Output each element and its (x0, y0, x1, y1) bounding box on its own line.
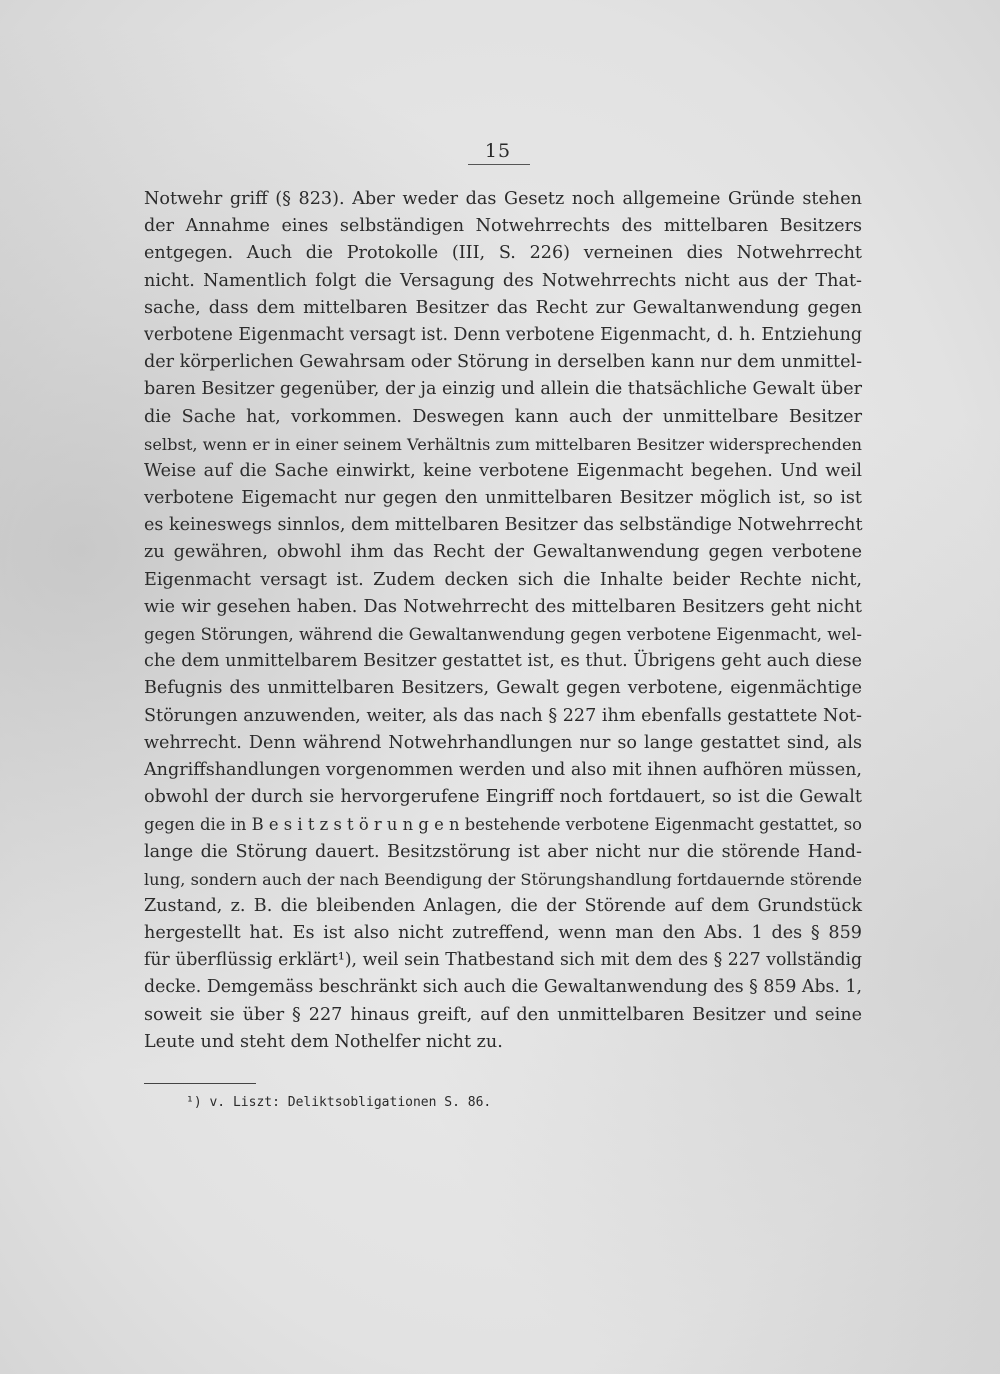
text-line: der körperlichen Gewahrsam oder Störung in derselben kann nur dem unmittel- (144, 352, 863, 373)
text-line: verbotene Eigemacht nur gegen den unmittelbaren Besitzer möglich ist, so ist (144, 488, 862, 509)
text-line: Eigenmacht versagt ist. Zudem decken sich die Inhalte beider Rechte nicht, (144, 569, 862, 590)
text-line: gegen Störungen, während die Gewaltanwendung gegen verbotene Eigenmacht, wel- (144, 625, 862, 644)
text-line: hergestellt hat. Es ist also nicht zutreffend, wenn man den Abs. 1 des § 859 (144, 923, 862, 944)
text-line: gegen die in B e s i t z s t ö r u n g e n bestehende verbotene Eigenmacht gestattet, so (144, 815, 862, 835)
text-line: che dem unmittelbarem Besitzer gestattet ist, es thut. Übrigens geht auch diese (144, 651, 863, 672)
body-text (144, 186, 862, 1056)
text-line: lung, sondern auch der nach Beendigung der Störungshandlung fortdauernde störende (144, 869, 862, 889)
text-line: wehrrecht. Denn während Notwehrhandlungen nur so lange gestattet sind, als (144, 732, 862, 753)
text-line: Störungen anzuwenden, weiter, als das nach § 227 ihm ebenfalls gestattete Not- (144, 705, 862, 726)
text-line: Notwehr griff (§ 823). Aber weder das Gesetz noch allgemeine Gründe stehen (144, 189, 862, 209)
text-line: lange die Störung dauert. Besitzstörung ist aber nicht nur die störende Hand- (144, 841, 862, 862)
text-line: für überflüssig erklärt¹), weil sein Thatbestand sich mit dem des § 227 vollständig (144, 950, 862, 971)
text-line: wie wir gesehen haben. Das Notwehrrecht des mittelbaren Besitzers geht nicht (144, 596, 862, 617)
text-line: nicht. Namentlich folgt die Versagung des Notwehrrechts nicht aus der That- (144, 270, 862, 291)
text-line: verbotene Eigenmacht versagt ist. Denn verbotene Eigenmacht, d. h. Entziehung (144, 324, 862, 345)
text-line: entgegen. Auch die Protokolle (III, S. 226) verneinen dies Notwehrrecht (144, 243, 862, 264)
text-line: decke. Demgemäss beschränkt sich auch die Gewaltanwendung des § 859 Abs. 1, (144, 977, 862, 998)
text-line: sache, dass dem mittelbaren Besitzer das Recht zur Gewaltanwendung gegen (144, 297, 862, 318)
text-line: Zustand, z. B. die bleibenden Anlagen, die der Störende auf dem Grundstück (144, 895, 862, 916)
page-number: 15 (484, 140, 512, 162)
text-line: Befugnis des unmittelbaren Besitzers, Gewalt gegen verbotene, eigenmächtige (144, 678, 862, 699)
text-line: es keineswegs sinnlos, dem mittelbaren Besitzer das selbständige Notwehrrecht (144, 515, 863, 536)
text-line: Weise auf die Sache einwirkt, keine verbotene Eigenmacht begehen. Und weil (144, 460, 862, 481)
page-number-rule (468, 164, 530, 165)
text-line: Leute und steht dem Nothelfer nicht zu. (144, 1031, 503, 1052)
text-line: der Annahme eines selbständigen Notwehrrechts des mittelbaren Besitzers (144, 216, 862, 237)
footnote: ¹) v. Liszt: Deliktsobligationen S. 86. (186, 1095, 492, 1110)
text-line: die Sache hat, vorkommen. Deswegen kann auch der unmittelbare Besitzer (144, 406, 862, 427)
text-line: obwohl der durch sie hervorgerufene Eingriff noch fortdauert, so ist die Gewalt (144, 787, 862, 808)
text-line: baren Besitzer gegenüber, der ja einzig und allein die thatsächliche Gewalt über (144, 379, 862, 400)
text-line: zu gewähren, obwohl ihm das Recht der Gewaltanwendung gegen verbotene (144, 542, 862, 563)
text-line: Angriffshandlungen vorgenommen werden und also mit ihnen aufhören müssen, (144, 759, 862, 780)
footnote-rule (144, 1083, 256, 1084)
text-line: soweit sie über § 227 hinaus greift, auf den unmittelbaren Besitzer und seine (144, 1004, 862, 1025)
text-line: selbst, wenn er in einer seinem Verhältnis zum mittelbaren Besitzer widersprechenden (144, 434, 862, 454)
